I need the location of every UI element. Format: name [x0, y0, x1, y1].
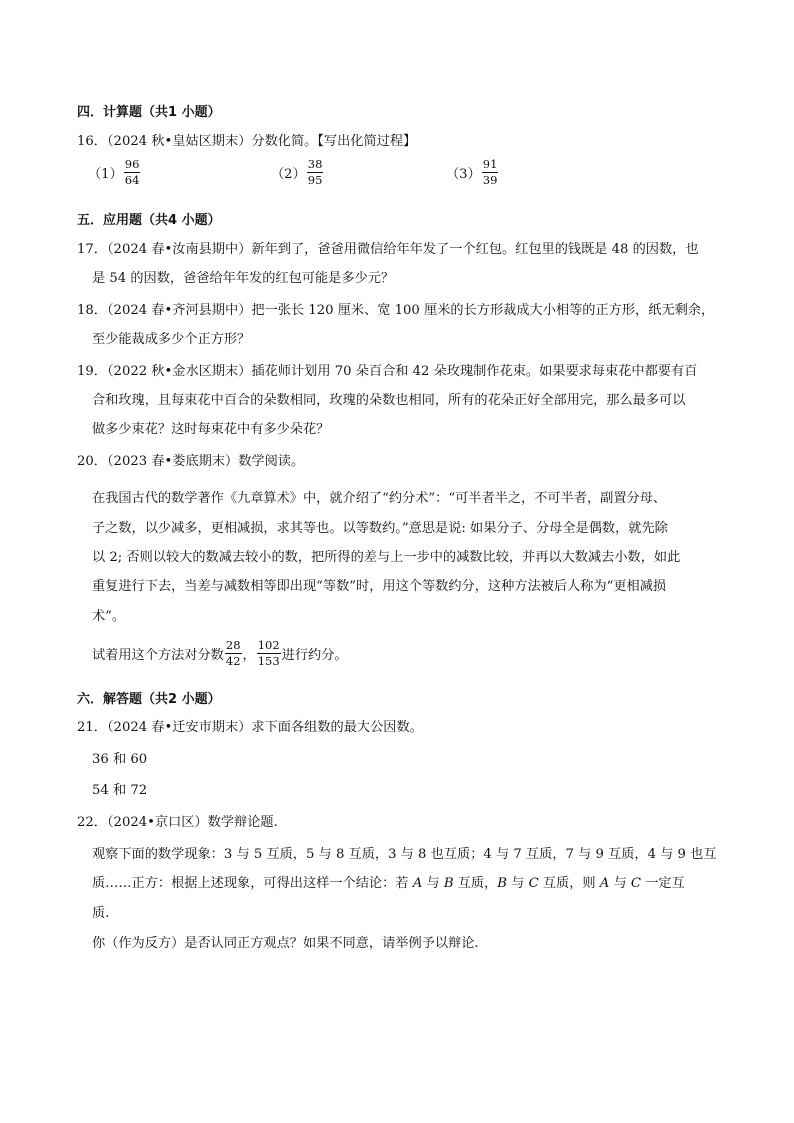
q16-item-2-label: （2） — [271, 167, 306, 182]
question-20-para-3: 以 2; 否则以较大的数减去较小的数，把所得的差与上一步中的减数比较，并再以大数减去小数，如此 — [92, 550, 681, 565]
q22-text: 与 — [506, 876, 529, 891]
question-22-para-2 — [92, 875, 685, 893]
question-19-line-1: 19．（2022 秋•金水区期末）插花师计划用 70 朵百合和 42 朵玫瑰制作花束。如果要求每束花中都要有百 — [77, 364, 698, 379]
q16-item-2-fraction — [307, 158, 324, 187]
fraction-numerator: 102 — [257, 638, 280, 652]
question-20-para-1: 在我国古代的数学著作《九章算术》中，就介绍了“约分术”：“可半者半之，不可半者，副置分母、 — [92, 491, 667, 506]
question-22-para-3: 质. — [92, 906, 110, 921]
section-heading-calculation: 四．计算题（共1 小题） — [77, 105, 221, 120]
q16-item-3-fraction — [482, 158, 499, 187]
q16-item-1-fraction — [124, 158, 141, 187]
question-22-line-1: 22．（2024•京口区）数学辩论题. — [77, 815, 278, 830]
question-22-para-4: 你（作为反方）是否认同正方观点？如果不同意，请举例予以辩论. — [92, 936, 479, 951]
var-a: A — [412, 876, 423, 891]
fraction-denominator: 64 — [124, 173, 140, 187]
question-19-line-3: 做多少束花？这时每束花中有多少朵花？ — [92, 422, 330, 437]
q20-fraction-1 — [225, 639, 242, 668]
var-c: C — [528, 876, 539, 891]
q20-task-suffix: 进行约分。 — [281, 648, 348, 663]
q16-item-2 — [271, 158, 324, 187]
question-20-para-4: 重复进行下去，当差与减数相等即出现“等数”时，用这个等数约分，这种方法被后人称为“更相减损 — [92, 579, 667, 594]
question-20-para-2: 子之数，以少减多，更相减损，求其等也。以等数约。”意思是说: 如果分子、分母全是偶数，就先除 — [92, 521, 668, 536]
q20-separator: ， — [242, 648, 256, 663]
question-20-para-5: 术”。 — [92, 609, 126, 624]
question-21-pair-b: 54 和 72 — [92, 783, 148, 798]
q16-item-1 — [88, 158, 141, 187]
fraction-denominator: 95 — [307, 173, 323, 187]
question-21-line-1: 21．（2024 春•迁安市期末）求下面各组数的最大公因数。 — [77, 720, 423, 735]
fraction-denominator: 39 — [482, 173, 498, 187]
var-c: C — [630, 876, 641, 891]
q22-text: 一定互 — [641, 876, 685, 891]
question-22-para-1: 观察下面的数学现象：3 与 5 互质，5 与 8 互质，3 与 8 也互质；4 与 7 互质，7 与 9 互质，4 与 9 也互 — [92, 847, 717, 862]
fraction-numerator: 91 — [482, 157, 498, 171]
question-18-line-1: 18．（2024 春•齐河县期中）把一张长 120 厘米、宽 100 厘米的长方形裁成大小相等的正方形，纸无剩余， — [77, 303, 715, 318]
fraction-numerator: 28 — [225, 638, 241, 652]
fraction-numerator: 38 — [307, 157, 323, 171]
q22-text: 与 — [609, 876, 631, 891]
section-heading-application: 五．应用题（共4 小题） — [77, 213, 221, 228]
question-20-task — [92, 639, 348, 668]
fraction-denominator: 42 — [225, 654, 241, 668]
var-a: A — [599, 876, 610, 891]
q22-text: 与 — [422, 876, 444, 891]
question-17-line-2: 是 54 的因数，爸爸给年年发的红包可能是多少元？ — [92, 271, 395, 286]
fraction-denominator: 153 — [257, 654, 280, 668]
q16-item-3 — [446, 158, 499, 187]
fraction-numerator: 96 — [124, 157, 140, 171]
question-21-pair-a: 36 和 60 — [92, 752, 148, 767]
q22-text: 互质，则 — [538, 876, 600, 891]
q22-text: 互质， — [453, 876, 498, 891]
section-heading-solution: 六．解答题（共2 小题） — [77, 692, 221, 707]
question-20-line-1: 20．（2023 春•娄底期末）数学阅读。 — [77, 454, 305, 469]
q20-fraction-2 — [257, 639, 281, 668]
question-19-line-2: 合和玫瑰，且每束花中百合的朵数相同，玫瑰的朵数也相同，所有的花朵正好全部用完，那么最多可以 — [92, 393, 686, 408]
question-16-text: 16．（2024 秋•皇姑区期末）分数化简。【写出化简过程】 — [77, 134, 417, 149]
var-b: B — [443, 876, 454, 891]
q16-item-3-label: （3） — [446, 167, 481, 182]
question-17-line-1: 17．（2024 春•汝南县期中）新年到了，爸爸用微信给年年发了一个红包。红包里的钱既是 48 的因数，也 — [77, 242, 699, 257]
question-18-line-2: 至少能裁成多少个正方形？ — [92, 332, 251, 347]
var-b: B — [497, 876, 507, 891]
q16-item-1-label: （1） — [88, 167, 123, 182]
q20-task-prefix: 试着用这个方法对分数 — [92, 648, 224, 663]
q22-text: 质……正方：根据上述现象，可得出这样一个结论：若 — [92, 876, 413, 891]
